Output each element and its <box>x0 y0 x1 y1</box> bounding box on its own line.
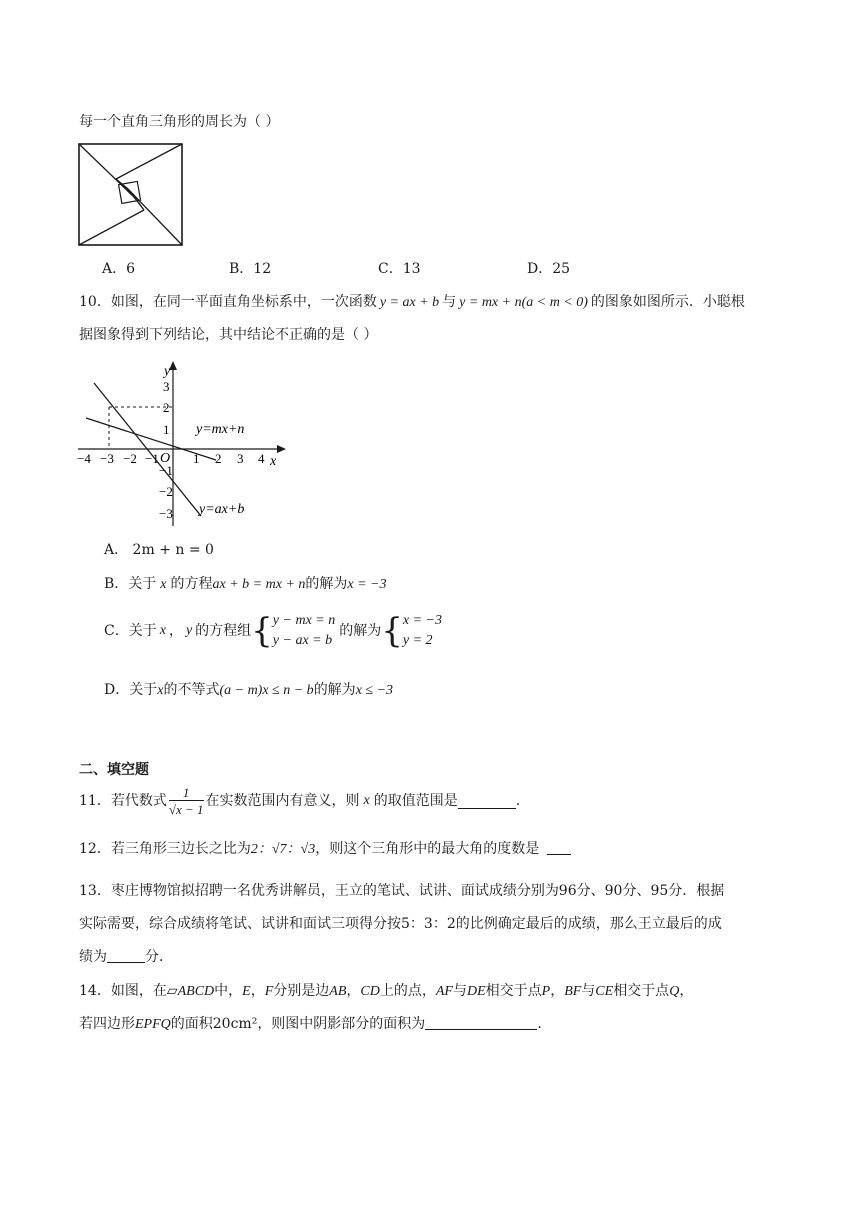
y-tick-label: −1 <box>159 463 173 478</box>
q11-answer-blank[interactable] <box>458 794 516 809</box>
q10-stem-line1: 10．如图，在同一平面直角坐标系中，一次函数 y = ax + b 与 y = mx + n(a < m < 0) 的图象如图所示．小聪根 <box>79 294 745 310</box>
q10-stem-line2: 据图象得到下列结论，其中结论不正确的是（ ） <box>79 327 378 343</box>
line-ax-b-label: y=ax+b <box>199 502 245 517</box>
section-title: 二、填空题 <box>79 762 149 778</box>
q13-answer-blank[interactable] <box>107 948 145 963</box>
q9-option-b: B．12 <box>229 261 272 277</box>
q10-option-d: D．关于x的不等式(a − m)x ≤ n − b的解为x ≤ −3 <box>104 682 394 698</box>
x-tick-label: −1 <box>145 451 159 466</box>
x-tick-label: −3 <box>100 451 114 466</box>
q14-answer-blank[interactable] <box>425 1015 537 1030</box>
x-tick-label: 3 <box>237 451 244 466</box>
y-tick-label: 2 <box>163 400 170 415</box>
q14-line1: 14．如图，在▱ABCD中，E，F分别是边AB，CD上的点，AF与DE相交于点P，BF与CE相交于点Q， <box>79 983 694 999</box>
q12: 12．若三角形三边长之比为2：√7：√3，则这个三角形中的最大角的度数是 <box>79 840 571 859</box>
x-tick-label: −2 <box>123 451 137 466</box>
x-axis-arrow-icon <box>277 445 286 453</box>
y-axis-label: y <box>164 364 171 379</box>
origin-label: O <box>160 451 171 466</box>
x-axis-label: x <box>270 454 277 469</box>
line-mx-n-label: y=mx+n <box>196 422 245 437</box>
q13-line3: 绩为 分． <box>79 949 173 965</box>
pinwheel-figure <box>76 142 186 248</box>
q11: 11．若代数式 $\frac{1}{√x - 1}$ 在实数范围内有意义，则 x 的取值范围是 . <box>79 784 521 817</box>
q10-graph <box>74 358 290 530</box>
q10-option-b: B．关于 x 的方程ax + b = mx + n的解为x = −3 <box>104 576 387 592</box>
x-tick-label: 4 <box>258 451 265 466</box>
y-tick-label: −2 <box>159 484 173 499</box>
x-tick-label: 2 <box>215 451 222 466</box>
x-tick-label: −4 <box>77 451 91 466</box>
q10-option-c: C．关于 x ， y 的方程组 { y − mx = n y − ax = b 的解为 { x = −3 y = 2 <box>104 611 442 651</box>
q9-option-d: D．25 <box>527 261 571 277</box>
q13-line1: 13．枣庄博物馆拟招聘一名优秀讲解员，王立的笔试、试讲、面试成绩分别为96分、90分、95分．根据 <box>79 883 725 899</box>
q11-fraction: $\frac{1}{√x - 1}$ <box>168 784 204 817</box>
q13-line2: 实际需要，综合成绩将笔试、试讲和面试三项得分按5：3：2的比例确定最后的成绩，那么王立最后的成 <box>79 916 722 932</box>
q9-stem: 每一个直角三角形的周长为（ ） <box>79 114 280 130</box>
y-tick-label: 3 <box>163 379 170 394</box>
q12-answer-blank[interactable] <box>547 840 571 855</box>
q9-option-c: C．13 <box>378 261 421 277</box>
y-tick-label: −3 <box>159 506 173 521</box>
y-tick-label: 1 <box>163 422 170 437</box>
q10-option-a: A． 2m + n = 0 <box>104 542 214 558</box>
q9-option-a: A．6 <box>102 261 136 277</box>
q14-line2: 若四边形EPFQ的面积20cm²，则图中阴影部分的面积为 . <box>79 1016 542 1032</box>
x-tick-label: 1 <box>193 451 200 466</box>
